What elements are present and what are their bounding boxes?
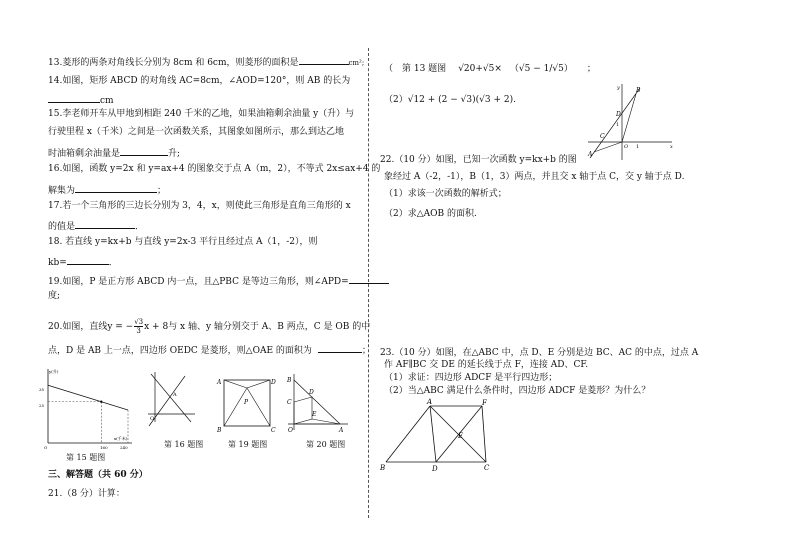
question-18-line2: kb= ． bbox=[48, 255, 118, 269]
figure-19-caption: 第 19 题图 bbox=[228, 440, 268, 449]
figure-20-caption: 第 20 题图 bbox=[306, 440, 346, 449]
vertex-label: A bbox=[217, 379, 222, 386]
question-17: 17.若一个三角形的三边长分别为 3，4，x，则使此三角形是直角三角形的 x bbox=[48, 201, 351, 211]
vertex-label: A bbox=[588, 151, 593, 158]
y-tick: 35 bbox=[39, 387, 45, 392]
figure-20 bbox=[284, 372, 350, 436]
figure-16-caption: 第 16 题图 bbox=[164, 440, 204, 449]
question-19: 19.如图，P 是正方形 ABCD 内一点，且△PBC 是等边三角形，则∠APD= bbox=[48, 274, 389, 288]
question-23: 23.（10 分）如图，在△ABC 中，点 D、E 分别是边 BC、AC 的中点，过点 A bbox=[380, 348, 699, 358]
vertex-label: B bbox=[217, 427, 222, 434]
vertex-label: C bbox=[600, 133, 605, 140]
vertex-label: D bbox=[616, 111, 621, 118]
question-22: 22.（10 分）如图，已知一次函数 y=kx+b 的图 bbox=[380, 155, 577, 165]
fuel-line bbox=[48, 385, 128, 410]
question-20: 20.如图，直线y = − $\frac{√3}{3}$ x + 8与 x 轴、y 轴分别交于 A、B 两点，C 是 OB 的中 bbox=[48, 318, 371, 335]
answer-blank bbox=[75, 219, 135, 229]
question-21-expr-1: （ 第 13 题图 √20+√5× （√5 − 1/√5） ； bbox=[384, 64, 596, 74]
vertex-label: E bbox=[458, 432, 464, 440]
question-15-line3: 时油箱剩余油量是 升; bbox=[48, 146, 180, 160]
figure-16 bbox=[145, 370, 197, 428]
tick-label: 1 bbox=[616, 122, 620, 128]
vertex-label: A bbox=[427, 398, 433, 406]
fraction: $\frac{√3}{3}$ bbox=[134, 318, 144, 335]
vertex-label: C bbox=[271, 427, 276, 434]
answer-blank bbox=[120, 146, 168, 156]
vertex-label: B bbox=[380, 464, 386, 472]
figure-15-chart bbox=[40, 365, 135, 450]
rhombus-oedc bbox=[294, 397, 312, 424]
vertex-label: O bbox=[288, 427, 293, 434]
question-23-line2: 作 AF∥BC 交 DE 的延长线于点 F，连接 AD、CF. bbox=[384, 360, 589, 370]
question-23-part2: （2）当△ABC 满足什么条件时，四边形 ADCF 是菱形？为什么？ bbox=[384, 386, 651, 396]
section-3-heading: 三、解答题（共 60 分） bbox=[48, 470, 148, 480]
question-14: 14.如图，矩形 ABCD 的对角线 AC=8cm，∠AOD=120°，则 AB 的长为 bbox=[48, 76, 351, 86]
x-axis-label: x(千米) bbox=[114, 436, 128, 441]
answer-blank bbox=[318, 343, 362, 353]
question-15-line2: 行驶里程 x（千米）之间是一次函数关系，其图象如图所示，那么到达乙地 bbox=[48, 127, 344, 137]
vertex-label: D bbox=[271, 379, 276, 386]
question-17-line2: 的值是 ． bbox=[48, 219, 144, 233]
vertex-label: C bbox=[287, 399, 292, 406]
line-ab bbox=[590, 88, 640, 158]
question-19-line2: 度; bbox=[48, 291, 61, 301]
vertex-label: P bbox=[244, 399, 249, 406]
answer-blank bbox=[48, 93, 100, 103]
figure-22 bbox=[584, 82, 676, 162]
vertex-label: E bbox=[312, 411, 317, 418]
question-13: 13.菱形的两条对角线长分别为 8cm 和 6cm，则菱形的面积是 cm²; bbox=[48, 55, 364, 69]
question-18: 18. 若直线 y=kx+b 与直线 y=2x-3 平行且经过点 A（1，-2），则 bbox=[48, 237, 318, 247]
y-tick: 25 bbox=[39, 403, 45, 408]
vertex-label: F bbox=[482, 399, 487, 407]
question-14-line2: cm bbox=[48, 93, 114, 107]
answer-blank bbox=[67, 255, 109, 265]
axis-label: x bbox=[670, 144, 673, 150]
vertex-label: A bbox=[339, 427, 344, 434]
origin-label: O bbox=[624, 144, 629, 150]
vertex-label: B bbox=[287, 377, 292, 384]
figure-19 bbox=[214, 374, 278, 434]
question-22-part2: （2）求△AOB 的面积. bbox=[384, 209, 477, 219]
answer-blank bbox=[299, 55, 349, 65]
y-axis-label: y(升) bbox=[49, 369, 59, 374]
question-21: 21.（8 分）计算： bbox=[48, 489, 125, 499]
origin-label: O bbox=[44, 445, 48, 450]
question-22-part1: （1）求该一次函数的解析式； bbox=[384, 189, 507, 199]
axis-label: y bbox=[617, 85, 620, 91]
vertex-label: D bbox=[432, 465, 438, 473]
question-23-part1: （1）求证：四边形 ADCF 是平行四边形； bbox=[384, 373, 558, 383]
vertex-label: D bbox=[309, 389, 314, 396]
figure-23 bbox=[378, 398, 500, 474]
question-16: 16.如图，函数 y=2x 和 y=ax+4 的图象交于点 A（m，2），不等式 2x≤ax+4 的 bbox=[48, 164, 381, 174]
line-ab bbox=[294, 380, 340, 424]
question-16-line2: 解集为 ； bbox=[48, 183, 166, 197]
data-point bbox=[100, 401, 102, 403]
question-20-line2: 点，D 是 AB 上一点，四边形 OEDC 是菱形，则△OAE 的面积为 ； bbox=[48, 343, 371, 357]
figure-15-caption: 第 15 题图 bbox=[66, 453, 106, 462]
vertex-label: B bbox=[636, 87, 641, 94]
answer-blank bbox=[75, 183, 157, 193]
line-y-2x bbox=[149, 376, 185, 426]
vertex-label: C bbox=[484, 464, 490, 472]
tick-label: 1 bbox=[636, 144, 640, 150]
question-21-expr-2: （2）√12 + (2 − √3)(√3 + 2). bbox=[384, 95, 516, 105]
question-15: 15.李老师开车从甲地到相距 240 千米的乙地，如果油箱剩余油量 y（升）与 bbox=[48, 109, 355, 119]
origin-label: O bbox=[150, 416, 155, 422]
point-label: A bbox=[173, 392, 177, 398]
column-divider bbox=[368, 48, 369, 518]
question-22-line2: 象经过 A（-2，-1），B（1，3）两点，并且交 x 轴于点 C，交 y 轴于点 D. bbox=[384, 172, 685, 182]
x-tick: 160 bbox=[100, 445, 108, 450]
x-tick: 240 bbox=[120, 445, 128, 450]
